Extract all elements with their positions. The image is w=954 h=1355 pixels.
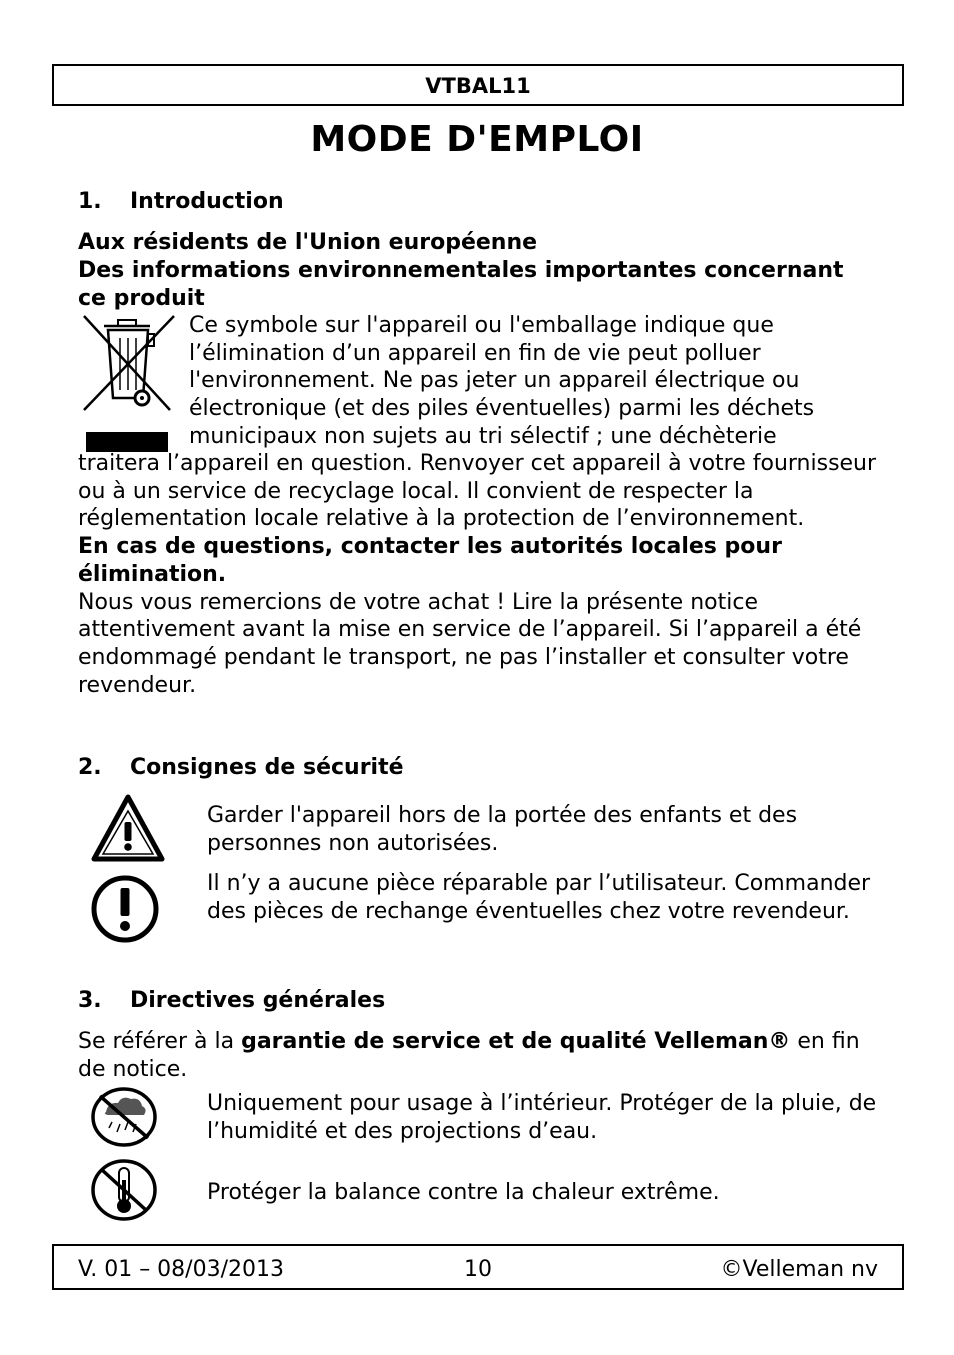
footer-version: V. 01 – 08/03/2013 [78,1257,284,1282]
heat-protection-text: Protéger la balance contre la chaleur extrême. [207,1180,720,1205]
thanks-paragraph: Nous vous remercions de votre achat ! Lire la présente notice attentivement avant la mise en service de l’appareil. Si l’appareil a été endommagé pendant le transport, ne pas l’installer et consulter votre revendeur. [78,589,862,698]
env-heading: Des informations environnementales importantes concernant ce produit [78,258,844,311]
safety-children-text: Garder l'appareil hors de la portée des enfants et des personnes non autorisées. [207,803,798,856]
weee-bin-icon [78,312,178,457]
questions-note: En cas de questions, contacter les autorités locales pour élimination. [78,534,782,587]
exclamation-circle-icon [90,874,160,944]
safety-service-text: Il n’y a aucune pièce réparable par l’utilisateur. Commander des pièces de rechange éventuelles chez votre revendeur. [207,871,871,924]
footer [52,1244,904,1290]
warranty-link-text: garantie de service et de qualité Velleman® [241,1029,791,1054]
footer-page-number: 10 [464,1257,492,1282]
no-rain-icon [90,1086,158,1148]
weee-continued: traitera l’appareil en question. Renvoyer cet appareil à votre fournisseur ou à un service de recyclage local. Il convient de respecter la réglementation locale relative à la protection de l’environnement. En cas de questions, contacter les autorités locales pour élimination. Nous vous remercions de votre achat ! Lire la présente notice attentivement avant la mise en service de l’appareil. Si l’appareil a été endommagé pendant le transport, ne pas l’installer et consulter votre revendeur. [78,451,877,698]
section-heading-general: 3. Directives générales [78,988,386,1013]
eu-heading: Aux résidents de l'Union européenne [78,230,538,255]
warning-triangle-icon [91,794,165,862]
indoor-use-text: Uniquement pour usage à l’intérieur. Protéger de la pluie, de l’humidité et des projections d’eau. [207,1091,877,1144]
header-model [52,64,904,106]
page-title: MODE D'EMPLOI [310,119,644,160]
section-heading-introduction: 1. Introduction [78,189,284,214]
model-name: VTBAL11 [425,74,531,98]
no-heat-icon [90,1158,158,1222]
footer-copyright: ©Velleman nv [720,1257,878,1282]
warranty-reference: Se référer à la garantie de service et de qualité Velleman® en fin de notice. [78,1029,860,1082]
weee-paragraph: Ce symbole sur l'appareil ou l'emballage indique que l’élimination d’un appareil en fin de vie peut polluer l'environnement. Ne pas jeter un appareil électrique ou électronique (et des piles éventuelles) parmi les déchets municipaux non sujets au tri sélectif ; une déchèterie [189,313,815,449]
section-heading-safety: 2. Consignes de sécurité [78,755,404,780]
